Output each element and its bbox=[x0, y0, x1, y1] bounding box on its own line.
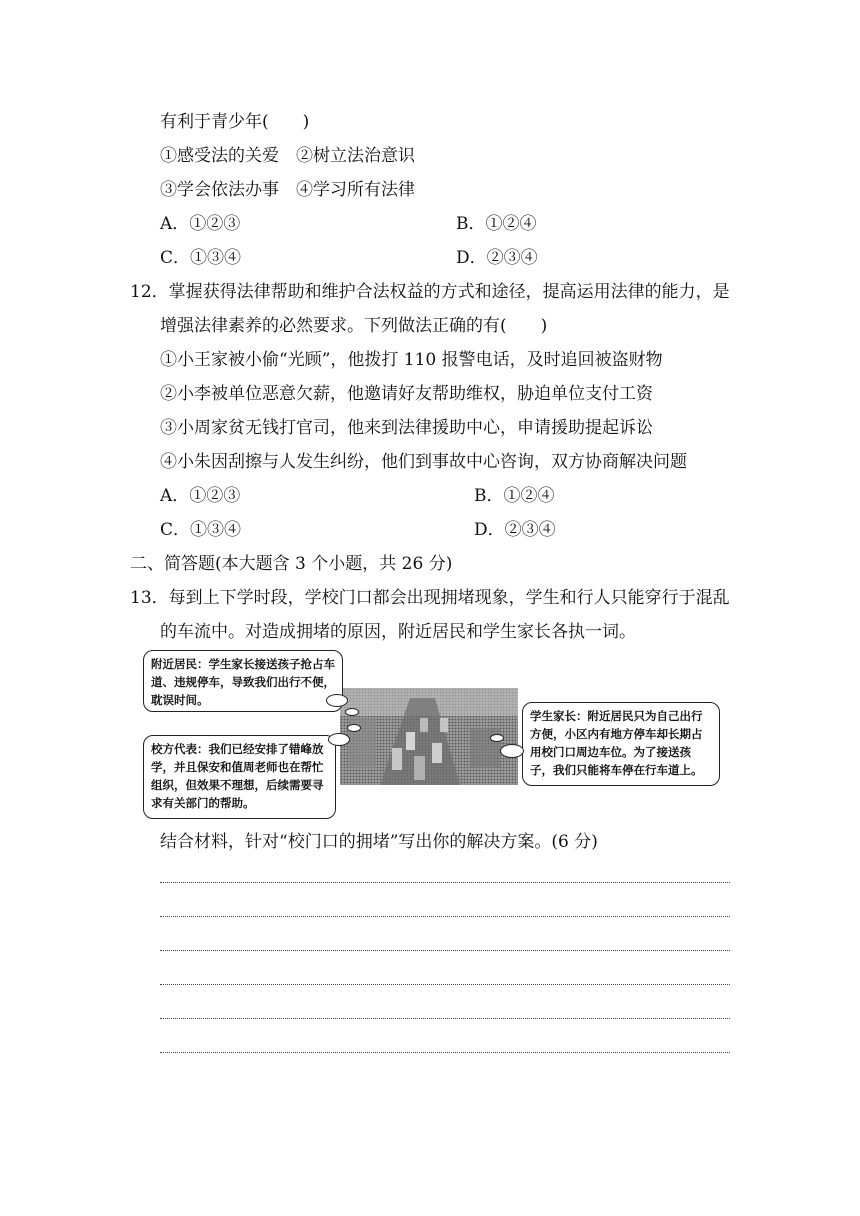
q13-prompt: 结合材料，针对“校门口的拥堵”写出你的解决方案。(6 分) bbox=[160, 832, 598, 852]
bubble-residents: 附近居民：学生家长接送孩子抢占车道、违规停车，导致我们出行不便，耽误时间。 bbox=[143, 650, 343, 712]
answer-line[interactable] bbox=[160, 950, 730, 951]
bubble-tail-dot bbox=[328, 733, 350, 746]
bubble-tail-dot bbox=[490, 734, 504, 742]
q12-option-c: C．①③④ bbox=[160, 520, 242, 540]
q11-option-c: C．①③④ bbox=[160, 248, 242, 268]
q11-option-d: D．②③④ bbox=[456, 248, 538, 268]
q12-stem-line-2: 增强法律素养的必然要求。下列做法正确的有( ) bbox=[160, 316, 548, 336]
q13-stem-line-1: 13．每到上下学时段，学校门口都会出现拥堵现象，学生和行人只能穿行于混乱 bbox=[130, 588, 730, 608]
q12-option-b: B．①②④ bbox=[474, 486, 555, 506]
q11-item-row-2: ③学会依法办事 ④学习所有法律 bbox=[160, 180, 415, 200]
q12-item-1: ①小王家被小偷“光顾”，他拨打 110 报警电话，及时追回被盗财物 bbox=[160, 350, 663, 370]
bubble-tail-dot bbox=[500, 744, 524, 758]
answer-line[interactable] bbox=[160, 1052, 730, 1053]
q11-option-b: B．①②④ bbox=[456, 214, 537, 234]
bubble-tail-dot bbox=[345, 708, 359, 716]
answer-line[interactable] bbox=[160, 1018, 730, 1019]
answer-line[interactable] bbox=[160, 916, 730, 917]
q12-stem-line-1: 12．掌握获得法律帮助和维护合法权益的方式和途径，提高运用法律的能力，是 bbox=[130, 282, 730, 302]
q12-option-a: A．①②③ bbox=[160, 486, 241, 506]
q12-item-4: ④小朱因刮擦与人发生纠纷，他们到事故中心咨询，双方协商解决问题 bbox=[160, 452, 687, 472]
bubble-tail-dot bbox=[347, 724, 361, 732]
q12-item-3: ③小周家贫无钱打官司，他来到法律援助中心，申请援助提起诉讼 bbox=[160, 418, 653, 438]
q11-option-a: A．①②③ bbox=[160, 214, 241, 234]
q11-item-row-1: ①感受法的关爱 ②树立法治意识 bbox=[160, 146, 415, 166]
q12-option-d: D．②③④ bbox=[474, 520, 556, 540]
bubble-parents: 学生家长：附近居民只为自己出行方便，小区内有地方停车却长期占用校门口周边车位。为了接送孩子，我们只能将车停在行车道上。 bbox=[522, 702, 720, 786]
bubble-school: 校方代表：我们已经安排了错峰放学，并且保安和值周老师也在帮忙组织，但效果不理想，后续需要寻求有关部门的帮助。 bbox=[143, 735, 336, 819]
answer-line[interactable] bbox=[160, 882, 730, 883]
q12-item-2: ②小李被单位恶意欠薪，他邀请好友帮助维权，胁迫单位支付工资 bbox=[160, 384, 653, 404]
answer-line[interactable] bbox=[160, 984, 730, 985]
bubble-tail-dot bbox=[326, 694, 348, 707]
section-heading: 二、简答题(本大题含 3 个小题，共 26 分) bbox=[130, 554, 453, 574]
q11-stem-continuation: 有利于青少年( ) bbox=[160, 112, 310, 132]
q13-stem-line-2: 的车流中。对造成拥堵的原因，附近居民和学生家长各执一词。 bbox=[160, 622, 636, 642]
